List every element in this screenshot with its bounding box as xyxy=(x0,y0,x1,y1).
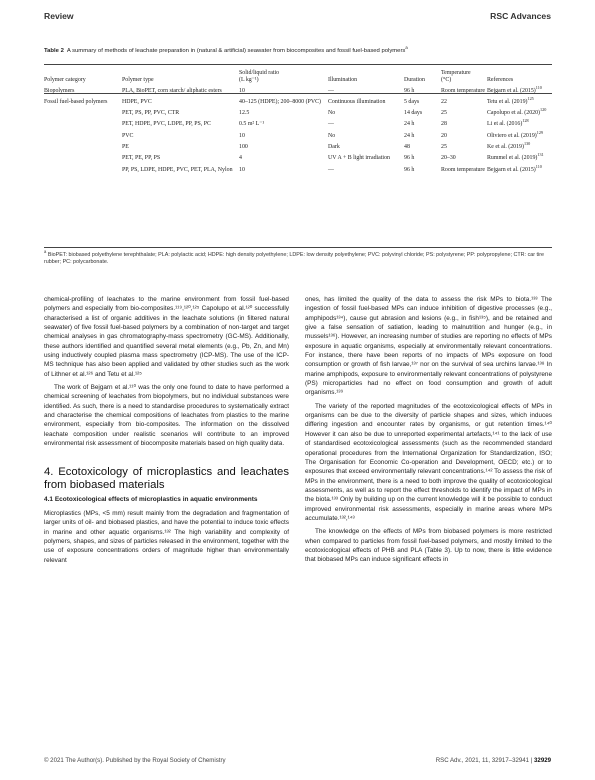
cell-temp: 25 xyxy=(441,144,447,151)
table-row xyxy=(44,154,552,165)
col-references: References xyxy=(487,77,514,84)
cell-dur: 96 h xyxy=(404,155,415,162)
citation: RSC Adv., 2021, 11, 32917–32941 | 32929 xyxy=(435,757,551,764)
cell-cat xyxy=(44,143,122,154)
cell-type: PET, PE, PP, PS xyxy=(122,155,161,162)
cell-ref: Li et al. $(2016)^{128}$ xyxy=(487,118,529,128)
subsection-heading: 4.1 Ecotoxicological effects of microplastics in aquatic environments xyxy=(44,495,258,503)
cell-dur: 96 h xyxy=(404,87,415,94)
table-footnote xyxy=(44,249,554,266)
paragraph: ones, has limited the quality of the data to assess the risk MPs to biota.¹³³ The ingestion of fossil fuel-based MPs can induce inhibition of digestive processes (e.g., amphipods¹³⁴), cause gut abrasion and lesions (e.g., in fish¹³⁵), and be retained and give a false sensation of satiation, leading to malnutrition and hunger (e.g., in mussels¹³⁶). However, an increasing number of studies are reporting no effects of MPs exposure in aquatic organisms, especially at environmentally relevant concentrations. For instance, there have been reports of no impacts of MPs exposure on food consumption or growth of fish larvae,¹³⁷ nor on the survival of sea urchins larvae.¹³⁸ In marine amphipods, exposure to environmentally relevant concentrations of polystyrene (PS) microparticles had no effect on food consumption and growth of adult organisms.¹³⁹ xyxy=(305,296,552,397)
cell-ref: Tetu et al. $(2019)^{125}$ xyxy=(487,95,534,105)
page-footer xyxy=(44,757,551,767)
cell-type: PVC xyxy=(122,132,134,139)
cell-ratio: 0.5 m² L⁻¹ xyxy=(239,121,265,128)
cell-cat xyxy=(44,154,122,165)
cell-ref: Rummel et al. $(2019)^{131}$ xyxy=(487,152,544,162)
cell-type: PET, HDPE, PVC, LDPE, PP, PS, PC xyxy=(122,121,211,128)
table-row xyxy=(44,143,552,154)
cell-type: HDPE, PVC xyxy=(122,98,152,105)
copyright: © 2021 The Author(s). Published by the Royal Society of Chemistry xyxy=(44,757,226,764)
col-ratio: Solid/liquid ratio (L kg⁻¹) xyxy=(239,70,280,84)
table-header-row xyxy=(44,70,552,87)
cell-ratio: 100 xyxy=(239,144,248,151)
cell-dur: 5 days xyxy=(404,98,420,105)
col-illumination: Illumination xyxy=(328,77,358,84)
cell-ratio: 40–125 (HDPE); 200–8000 (PVC) xyxy=(239,98,321,105)
cell-illum: No xyxy=(328,110,336,117)
cell-type: PP, PS, LDPE, HDPE, PVC, PET, PLA, Nylon xyxy=(122,166,233,173)
table-top-rule xyxy=(44,64,552,65)
cell-illum: — xyxy=(328,166,334,173)
cell-illum: — xyxy=(328,121,334,128)
cell-ratio: 10 xyxy=(239,87,245,94)
col-temperature: Temperature (°C) xyxy=(441,70,471,84)
cell-temp: 22 xyxy=(441,98,447,105)
paragraph: chemical-profiling of leachates to the marine environment from fossil fuel-based polymers and especially from bio-composites.¹¹⁹,¹²⁰,¹²⁵ Capolupo et al.¹²⁰ successfully characterised a list of organic additives in the leachate solutions (in filtered natural seawater) of five fossil fuel-based polymers by a combination of non-target and target chemical analyses in gas chromatography-mass spectrometry (GC-MS). Additionally, these authors identified and quantified several metal elements (e.g., Pb, Zn, and Mn) using inductively coupled plasma mass spectrometry (ICP-MS). The use of the ICP-MS technique has also been applied and validated by other studies such as the work of Lithner et al.¹²⁶ and Tetu et al.¹²⁵ xyxy=(44,296,289,378)
col-duration: Duration xyxy=(404,77,425,84)
cell-cat xyxy=(44,120,122,131)
table-row xyxy=(44,166,552,177)
cell-dur: 24 h xyxy=(404,132,415,139)
cell-ratio: 12.5 xyxy=(239,110,250,117)
cell-ratio: 10 xyxy=(239,132,245,139)
paragraph: The work of Bejgarn et al.¹¹⁰ was the only one found to date to have performed a chemical screening of leachates from biopolymers, but no individual substances were identified. As such, there is a need to standardise procedures to systematically extract and characterise the chemical compositions of leachates from plastics to the marine environment, especially from bio-composites. The information on the dissolved leachate composition under realistic scenarios will contribute to an improved environmental risk assessment of biocomposite materials based on high quality data. xyxy=(44,384,289,448)
col-polymer-category: Polymer category xyxy=(44,77,86,84)
cell-temp: 20–30 xyxy=(441,155,456,162)
cell-temp: 25 xyxy=(441,110,447,117)
cell-ref: Bejgarn et al. $(2015)^{110}$ xyxy=(487,163,542,173)
table-label: Table 2 xyxy=(44,48,64,54)
col-polymer-type: Polymer type xyxy=(122,77,154,84)
cell-type: PET, PS, PP, PVC, CTR xyxy=(122,110,180,117)
cell-dur: 48 xyxy=(404,144,410,151)
paragraph: Microplastics (MPs, <5 mm) result mainly from the degradation and fragmentation of larger units of oil- and biobased plastics, and have the potential to induce toxic effects in marine and other aquatic organisms.¹³² The high variability and complexity of polymers, shapes, and sizes of particles released in the environment, together with the use of exposure concentrations orders of magnitude higher than environmentally relevant xyxy=(44,510,289,564)
cell-cat: Fossil fuel-based polymers xyxy=(44,98,108,105)
cell-temp: 28 xyxy=(441,121,447,128)
table-row xyxy=(44,109,552,120)
footnote-mark: a xyxy=(44,249,47,254)
paragraph: The variety of the reported magnitudes of the ecotoxicological effects of MPs in organisms can be due to the diversity of particle shapes and sizes, which induces differing ingestion and encounter rates by organisms, or gut retention times.¹⁴⁰ However it can also be due to unreported experimental artefacts,¹⁴¹ to the lack of use of standardised ecotoxicological assessments (such as the recommended standard operational procedures from the International Organization for Standardization, ISO; The Organisation for Economic Co-operation and Development, OECD; etc.) or to exposures that exceed environmentally relevant concentrations.¹⁴² To assess the risk of MPs in the environment, there is a need to both improve the quality of ecotoxicological assessments, as well as to report the effect thresholds to identify the impact of MPs in the biota.¹³³ Only by building up on the current knowledge will it be possible to conduct improved environmental risk assessments, especially in marine areas where MPs accumulate.¹³²,¹⁴³ xyxy=(305,402,553,522)
left-column xyxy=(44,295,289,569)
cell-ref: Bejgarn et al. $(2015)^{110}$ xyxy=(487,84,542,94)
cell-temp: Room temperature xyxy=(441,87,486,94)
cell-type: PE xyxy=(122,144,129,151)
cell-dur: 24 h xyxy=(404,121,415,128)
right-column xyxy=(305,295,552,569)
cell-ratio: 10 xyxy=(239,166,245,173)
cell-ref: Oliviero et al. $(2019)^{129}$ xyxy=(487,129,544,139)
section-heading: 4. Ecotoxicology of microplastics and leachates from biobased materials xyxy=(44,465,289,491)
cell-illum: Continuous illumination xyxy=(328,98,386,105)
cell-ref: Ke et al. $(2019)^{130}$ xyxy=(487,141,531,151)
cell-cat xyxy=(44,166,122,177)
caption-footnote-mark: a xyxy=(405,45,408,50)
journal-name: RSC Advances xyxy=(490,11,551,21)
page-number: 32929 xyxy=(534,757,551,764)
table-row xyxy=(44,120,552,131)
cell-cat xyxy=(44,109,122,120)
table-row xyxy=(44,98,552,109)
leachate-methods-table xyxy=(44,70,552,177)
table-bottom-rule xyxy=(44,247,552,248)
cell-temp: 20 xyxy=(441,132,447,139)
cell-illum: — xyxy=(328,87,334,94)
table-row xyxy=(44,132,552,143)
cell-cat xyxy=(44,132,122,143)
cell-ref: Capolupo et al. $(2020)^{120}$ xyxy=(487,107,547,117)
paragraph: The knowledge on the effects of MPs from biobased polymers is more restricted when compared to particles from fossil fuel-based polymers, and mostly limited to the ecotoxicological effects of PHB and PLA (Table 3). Up to now, there is little evidence that biobased MPs can induce significant effects in xyxy=(305,528,552,564)
cell-temp: Room temperature xyxy=(441,166,486,173)
table-caption-text: A summary of methods of leachate preparation in (natural & artificial) seawater from biocomposites and fossil fuel-based polymers xyxy=(66,48,406,54)
table-caption xyxy=(44,45,554,55)
cell-cat: Biopolymers xyxy=(44,87,75,94)
page-header xyxy=(44,11,551,25)
cell-type: PLA, BioPET, corn starch/ aliphatic esters xyxy=(122,87,222,94)
cell-illum: No xyxy=(328,132,336,139)
cell-illum: Dark xyxy=(328,144,340,151)
cell-illum: UV A + B light irradiation xyxy=(328,155,390,162)
table-row xyxy=(44,87,552,98)
footnote-text: BioPET: biobased polyethylene terephthalate; PLA: polylactic acid; HDPE: high density polyethylene; LDPE: low density polyethylene; PVC: polyvinyl chloride; PS: polystyrene; PP: polypropylene; CTR: car tire rubber; PC: polycarbonate. xyxy=(44,252,545,265)
cell-ratio: 4 xyxy=(239,155,242,162)
cell-dur: 14 days xyxy=(404,110,423,117)
cell-dur: 96 h xyxy=(404,166,415,173)
section-label: Review xyxy=(44,11,74,21)
